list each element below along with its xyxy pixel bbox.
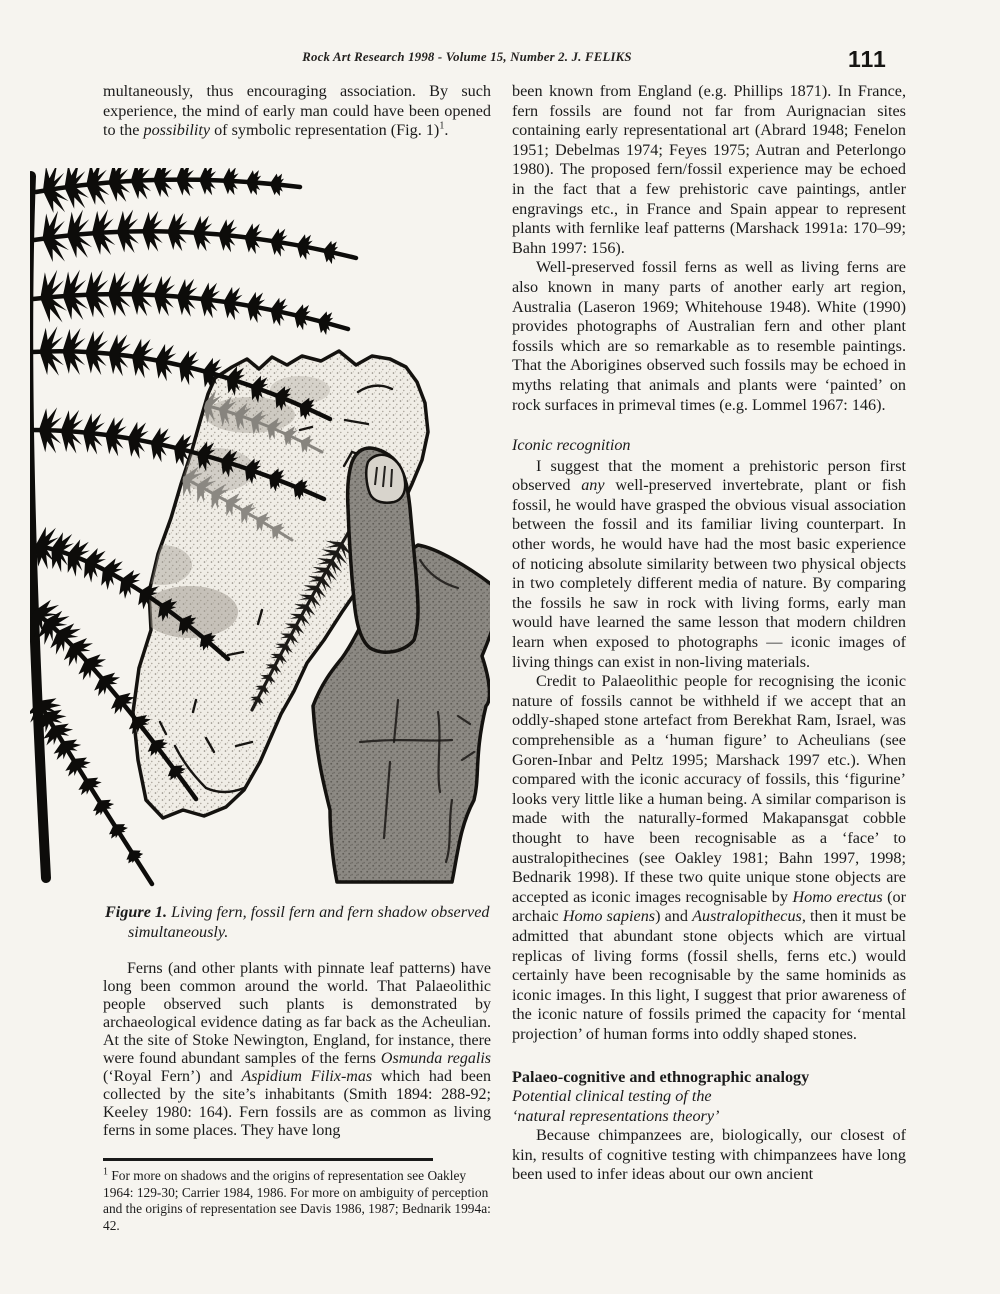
paragraph: Because chimpanzees are, biologically, our closest of kin, results of cognitive testing with chimpanzees have long been used to infer ideas about our own ancient (512, 1126, 906, 1184)
paragraph (512, 672, 906, 1044)
figure1-illustration (30, 168, 490, 890)
footnote (103, 1168, 491, 1234)
paragraph: been known from England (e.g. Phillips 1871). In France, fern fossils are found not far from Aurignacian sites containing early representational art (Abrard 1948; Fenelon 1951; Debelmas 1974; Feyes 1975; Autran and Peterlongo 1980). The proposed fern/fossil experience may be echoed in the fact that a few prehistoric cave paintings, antler engravings etc., in France and Spain appear to represent plants with fernlike leaf patterns (Marshack 1991a: 170–99; Bahn 1997: 156). (512, 82, 906, 257)
figure-caption-text: Living fern, fossil fern and fern shadow observed simultaneously. (128, 903, 490, 941)
right-column (512, 82, 906, 1185)
paragraph (512, 457, 906, 673)
paragraph-text: (or archaic (512, 887, 907, 926)
italic-term: any (581, 476, 605, 495)
page-number: 111 (848, 46, 887, 72)
section-subheading-line1: Potential clinical testing of the (512, 1087, 712, 1106)
paragraph-text: Ferns (and other plants with pinnate leaf patterns) have long been common around the world. That Palaeolithic people observed such plants is demonstrated by archaeological evidence dating as far back as the Acheulian. At the site of Stoke Newington, England, for instance, there were found abundant samples of the ferns (103, 960, 491, 1067)
paragraph: Well-preserved fossil ferns as well as living ferns are also known in many parts of another early art region, Australia (Laseron 1969; Whitehouse 1948). White (1990) provides photographs of Australian fern and other plant fossils which are so remarkable as to resemble paintings. That the Aborigines observed such fossils may be echoed in myths relating that animals and plants were ‘painted’ on rock surfaces in primeval times (e.g. Lommel 1967: 146). (512, 258, 906, 414)
species-name: Homo sapiens (562, 907, 656, 926)
paragraph-text: , then it must be admitted that abundant stone objects which are virtual replicas of living forms (fossil shells, ferns etc.) would certainly have been recognisable by the same hominids as iconic images. In this light, I suggest that prior awareness of the iconic nature of fossils primed the capacity for ‘mental projection’ of human forms into oddly shaped stones. (512, 907, 906, 1043)
left-column (103, 82, 491, 141)
italic-term: possibility (143, 121, 211, 140)
ferns-paragraph (103, 960, 491, 1140)
footnote-reference: 1 (439, 120, 445, 132)
species-name: Aspidium Filix-mas (241, 1068, 373, 1085)
paragraph-text: . (444, 121, 449, 140)
running-header: Rock Art Research 1998 - Volume 15, Number 2. J. FELIKS (302, 50, 632, 64)
paragraph-text: I suggest that the moment a prehistoric person first observed (512, 456, 906, 495)
section-heading-palaeo-cognitive: Palaeo-cognitive and ethnographic analogy (512, 1067, 810, 1086)
paragraph-text: (‘Royal Fern’) and (103, 1068, 242, 1085)
species-name: Australopithecus (692, 907, 802, 926)
paragraph-text: of symbolic representation (Fig. 1) (210, 121, 440, 140)
footnote-text: For more on shadows and the origins of representation see Oakley 1964: 129-30; Carrier 1984, 1986. For more on ambiguity of perception and the origins of representation see Davis 1986, 1987; Bednarik 1994a: 42. (103, 1168, 491, 1233)
footnote-divider (103, 1158, 433, 1161)
paragraph-text: Credit to Palaeolithic people for recognising the iconic nature of fossils cannot be withheld if we accept that an oddly-shaped stone artefact from Berekhat Ram, Israel, was comprehensible as a ‘human figure’ to Acheulians (see Goren-Inbar and Peltz 1995; Marshack 1997 etc.). When compared with the iconic accuracy of fossils, this ‘figurine’ looks very little like a human being. A similar comparison is made with the naturally-formed Makapansgat cobble thought to have been recognisable as a ‘face’ to australopithecines (see Oakley 1981; Bahn 1997, 1998; Bednarik 1998). If these two quite unique stone objects are accepted as iconic images recognisable by (512, 672, 906, 906)
paragraph-text: multaneously, thus encouraging association. By such experience, the mind of early man could have been opened to the (103, 82, 491, 140)
footnote-block (103, 1158, 491, 1234)
figure-label: Figure 1. (105, 903, 168, 921)
left-column-lower (103, 960, 491, 1140)
footnote-marker: 1 (103, 1166, 108, 1178)
intro-paragraph (103, 82, 491, 141)
species-name: Osmunda regalis (380, 1050, 492, 1067)
paragraph-text: ) and (655, 907, 693, 926)
paragraph-text: which had been collected by the site’s inhabitants (Smith 1894: 288-92; Keeley 1980: 164). Fern fossils are as common as living ferns in some places. They have long (103, 1068, 492, 1139)
figure1 (30, 168, 490, 890)
section-heading-iconic-recognition: Iconic recognition (512, 436, 631, 455)
section-subheading-line2: ‘natural representations theory’ (512, 1106, 720, 1125)
paragraph-text: well-preserved invertebrate, plant or fish fossil, he would have grasped the obvious visual association between the fossil and its familiar living counterpart. In other words, he would have had the most basic experience of noticing absolute similarity between two physical objects in two completely different media of nature. By comparing the fossils he saw in rock with living forms, early man would have learned the same lesson that modern children learn when exposed to photographs — iconic images of living things can exist in non-living materials. (512, 476, 907, 671)
figure1-caption (105, 903, 503, 943)
species-name: Homo erectus (792, 887, 883, 906)
